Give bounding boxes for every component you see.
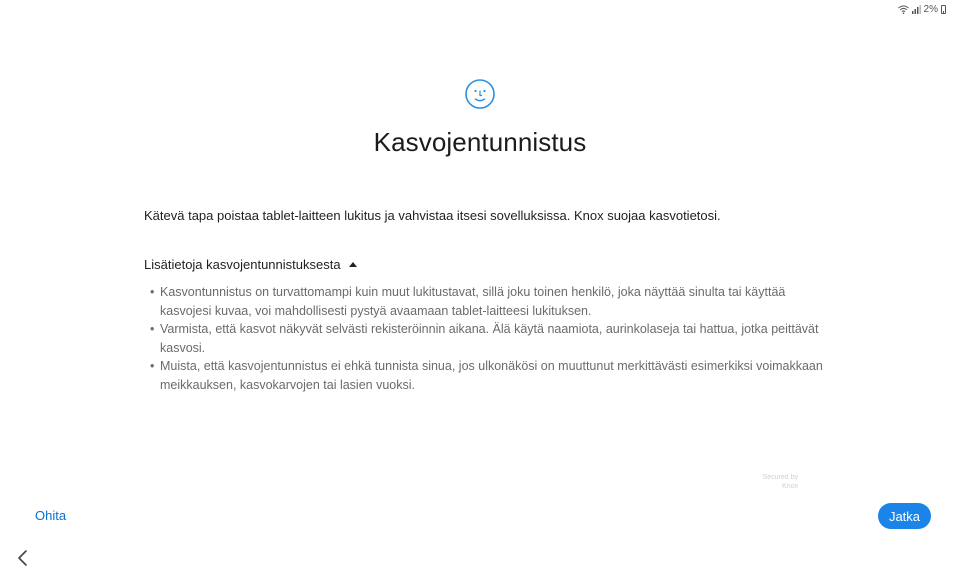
list-item: • Varmista, että kasvot näkyvät selvästi rekisteröinnin aikana. Älä käytä naamiota, aurinkolaseja tai hattua, jotka peittävät kasvosi. bbox=[150, 320, 830, 357]
list-item: • Muista, että kasvojentunnistus ei ehkä tunnista sinua, jos ulkonäkösi on muuttunut merkittävästi esimerkiksi voimakkaan meikkauksen, kasvokarvojen tai lasien vuoksi. bbox=[150, 357, 830, 394]
skip-button[interactable]: Ohita bbox=[35, 508, 67, 523]
face-icon bbox=[464, 78, 496, 110]
list-item: • Kasvontunnistus on turvattomampi kuin muut lukitustavat, sillä joku toinen henkilö, joka näyttää sinulta tai käyttää kasvojesi kuvaa, voi mahdollisesti pystyä avaamaan tablet-laitteesi lukituksen. bbox=[150, 283, 830, 320]
secured-by-text: Secured by bbox=[762, 474, 798, 481]
page-title: Kasvojentunnistus bbox=[373, 127, 587, 157]
back-icon[interactable] bbox=[14, 548, 32, 568]
status-bar bbox=[898, 2, 946, 16]
battery-icon bbox=[941, 5, 946, 14]
more-info-label: Lisätietoja kasvojentunnistuksesta bbox=[144, 257, 341, 272]
more-info-toggle[interactable] bbox=[144, 257, 357, 272]
caret-up-icon bbox=[349, 262, 357, 267]
intro-text: Kätevä tapa poistaa tablet-laitteen lukitus ja vahvistaa itsesi sovelluksissa. Knox suojaa kasvotietosi. bbox=[144, 208, 721, 223]
secured-by-knox-logo bbox=[748, 473, 798, 491]
battery-percentage: 2% bbox=[923, 3, 938, 15]
continue-button[interactable]: Jatka bbox=[878, 503, 931, 529]
knox-text: Knox bbox=[782, 483, 798, 490]
wifi-icon bbox=[898, 5, 909, 14]
info-list bbox=[150, 283, 830, 394]
signal-icon bbox=[912, 5, 921, 14]
